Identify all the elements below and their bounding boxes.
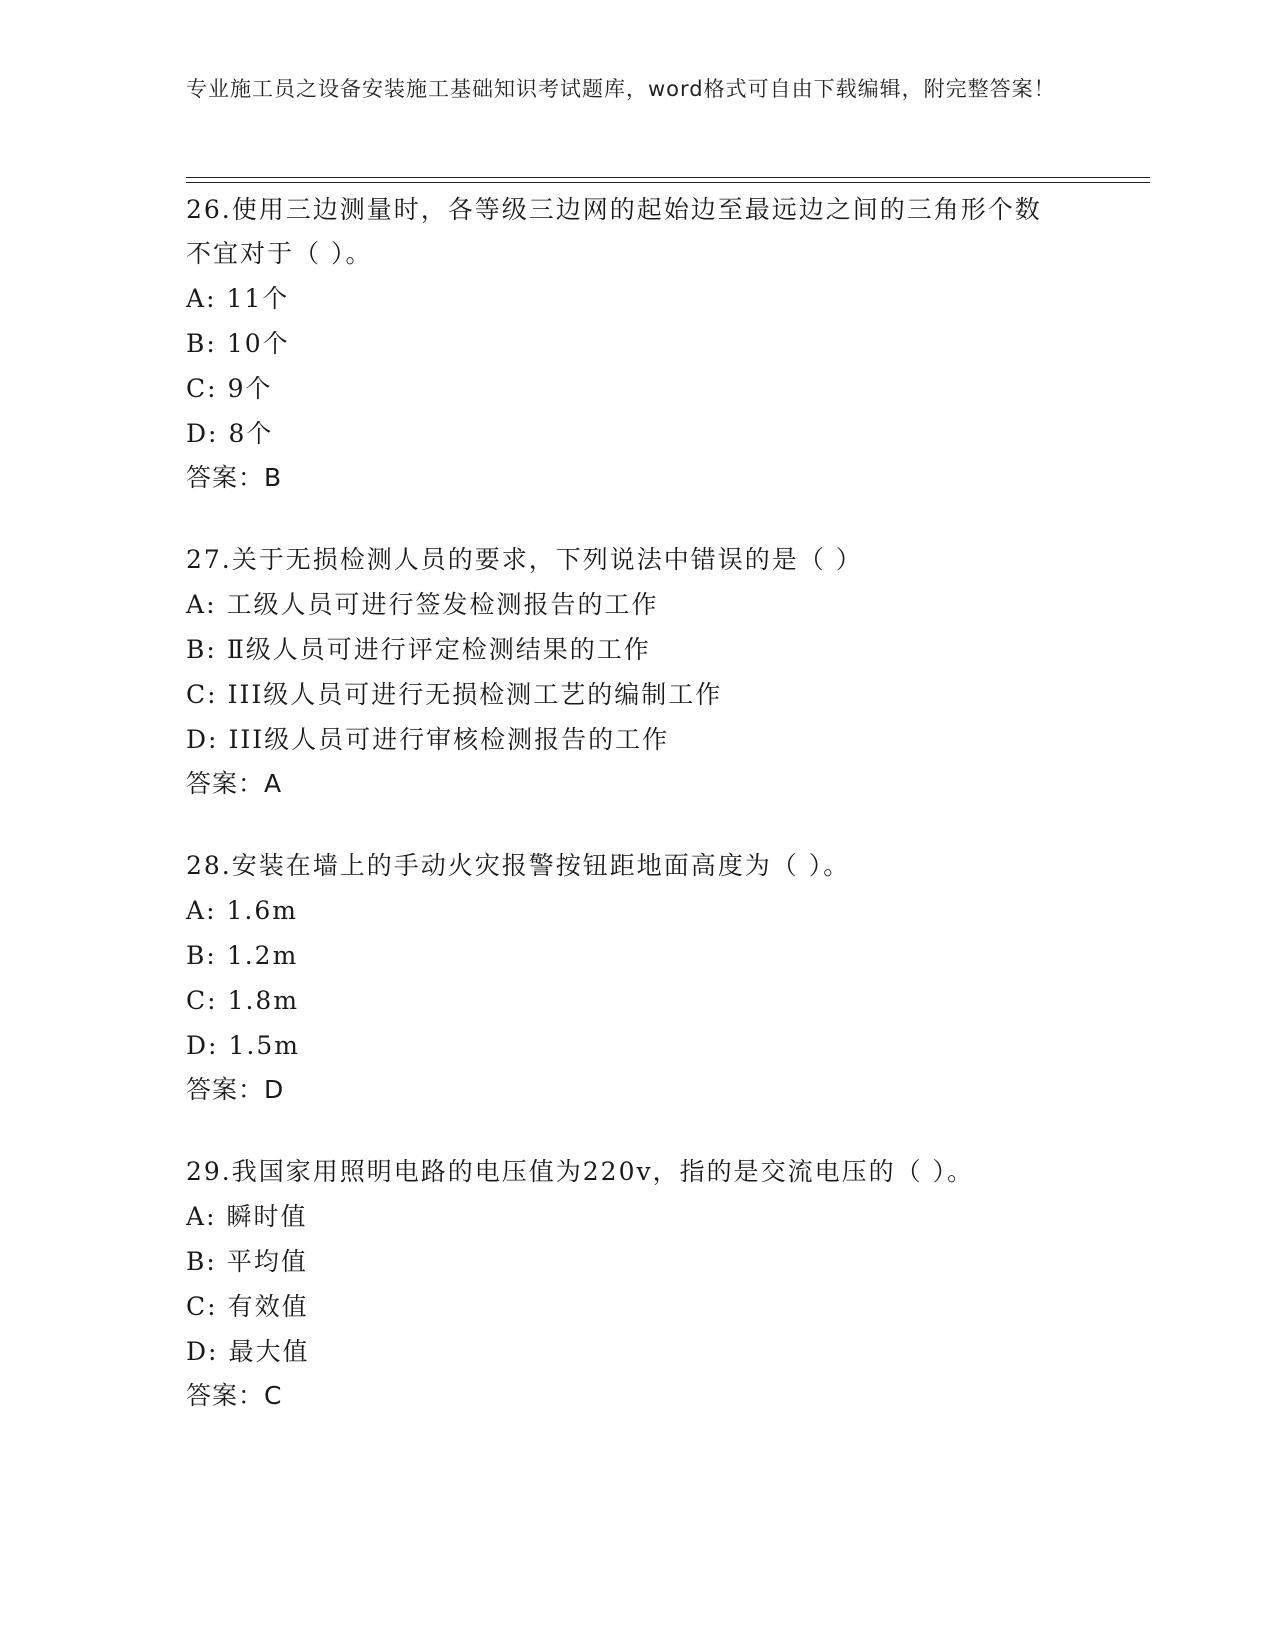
option-list [186, 1194, 1136, 1374]
option-separator: : [206, 329, 217, 358]
option-text: 11个 [226, 284, 290, 313]
option-key: B [186, 1247, 207, 1276]
option-separator: : [206, 635, 217, 664]
option-item [186, 627, 1136, 672]
option-item [186, 1194, 1136, 1239]
option-key: A [186, 896, 207, 925]
option-text: 9个 [227, 374, 273, 403]
question-stem: 27.关于无损检测人员的要求，下列说法中错误的是（ ） [186, 545, 863, 574]
option-key: B [186, 635, 207, 664]
option-text: III级人员可进行审核检测报告的工作 [228, 725, 670, 754]
option-item [186, 933, 1136, 978]
option-text: III级人员可进行无损检测工艺的编制工作 [227, 680, 723, 709]
question-item [186, 844, 1136, 1112]
question-item [186, 1150, 1136, 1418]
option-separator: : [206, 1247, 217, 1276]
option-text: 1.2m [226, 941, 299, 970]
option-item [186, 582, 1136, 627]
option-key: A [186, 590, 207, 619]
option-key: C [186, 680, 208, 709]
option-key: D [186, 725, 209, 754]
answer-line: 答案：C [186, 1381, 283, 1410]
document-header: 专业施工员之设备安装施工基础知识考试题库，word格式可自由下载编辑，附完整答案！ [186, 77, 1056, 101]
option-separator: : [206, 941, 217, 970]
option-separator: : [206, 284, 217, 313]
option-text: 工级人员可进行签发检测报告的工作 [226, 590, 659, 619]
option-text: 1.8m [227, 986, 300, 1015]
option-item [186, 888, 1136, 933]
answer-line: 答案：A [186, 769, 283, 798]
option-separator: : [208, 1337, 219, 1366]
option-key: C [186, 986, 208, 1015]
option-text: 有效值 [227, 1292, 309, 1321]
option-separator: : [207, 986, 218, 1015]
option-text: 1.6m [226, 896, 298, 925]
option-key: D [186, 1031, 209, 1060]
option-key: D [186, 419, 209, 448]
option-item [186, 1239, 1136, 1284]
option-item [186, 717, 1136, 762]
option-text: 最大值 [228, 1337, 310, 1366]
option-item [186, 411, 1136, 456]
option-separator: : [206, 590, 217, 619]
option-key: B [186, 329, 207, 358]
option-text: 8个 [228, 419, 274, 448]
option-key: D [186, 1337, 209, 1366]
header-rule-bottom [186, 182, 1150, 183]
option-key: C [186, 374, 208, 403]
option-item [186, 276, 1136, 321]
option-item [186, 366, 1136, 411]
option-text: 1.5m [228, 1031, 300, 1060]
question-item [186, 188, 1136, 500]
option-separator: : [206, 896, 217, 925]
header-rule-top [186, 177, 1150, 178]
question-stem: 26.使用三边测量时，各等级三边网的起始边至最远边之间的三角形个数不宜对于（ ）。 [186, 195, 1042, 268]
option-item [186, 321, 1136, 366]
option-list [186, 276, 1136, 456]
option-list [186, 582, 1136, 762]
option-text: 瞬时值 [226, 1202, 308, 1231]
question-list [186, 188, 1136, 1456]
option-text: 平均值 [226, 1247, 308, 1276]
option-text: 10个 [226, 329, 290, 358]
answer-line: 答案：D [186, 1075, 285, 1104]
option-key: A [186, 284, 207, 313]
option-item [186, 672, 1136, 717]
question-stem: 29.我国家用照明电路的电压值为220v，指的是交流电压的（ ）。 [186, 1157, 975, 1186]
option-separator: : [208, 1031, 219, 1060]
option-item [186, 1023, 1136, 1068]
option-key: B [186, 941, 207, 970]
option-separator: : [207, 374, 218, 403]
option-separator: : [208, 725, 219, 754]
option-separator: : [207, 1292, 218, 1321]
question-item [186, 538, 1136, 806]
option-separator: : [206, 1202, 217, 1231]
answer-line: 答案：B [186, 463, 283, 492]
option-key: A [186, 1202, 207, 1231]
option-key: C [186, 1292, 208, 1321]
option-item [186, 1284, 1136, 1329]
option-separator: : [208, 419, 219, 448]
option-item [186, 1329, 1136, 1374]
option-list [186, 888, 1136, 1068]
option-item [186, 978, 1136, 1023]
option-separator: : [207, 680, 218, 709]
option-text: Ⅱ级人员可进行评定检测结果的工作 [226, 635, 651, 664]
question-stem: 28.安装在墙上的手动火灾报警按钮距地面高度为（ ）。 [186, 851, 851, 880]
